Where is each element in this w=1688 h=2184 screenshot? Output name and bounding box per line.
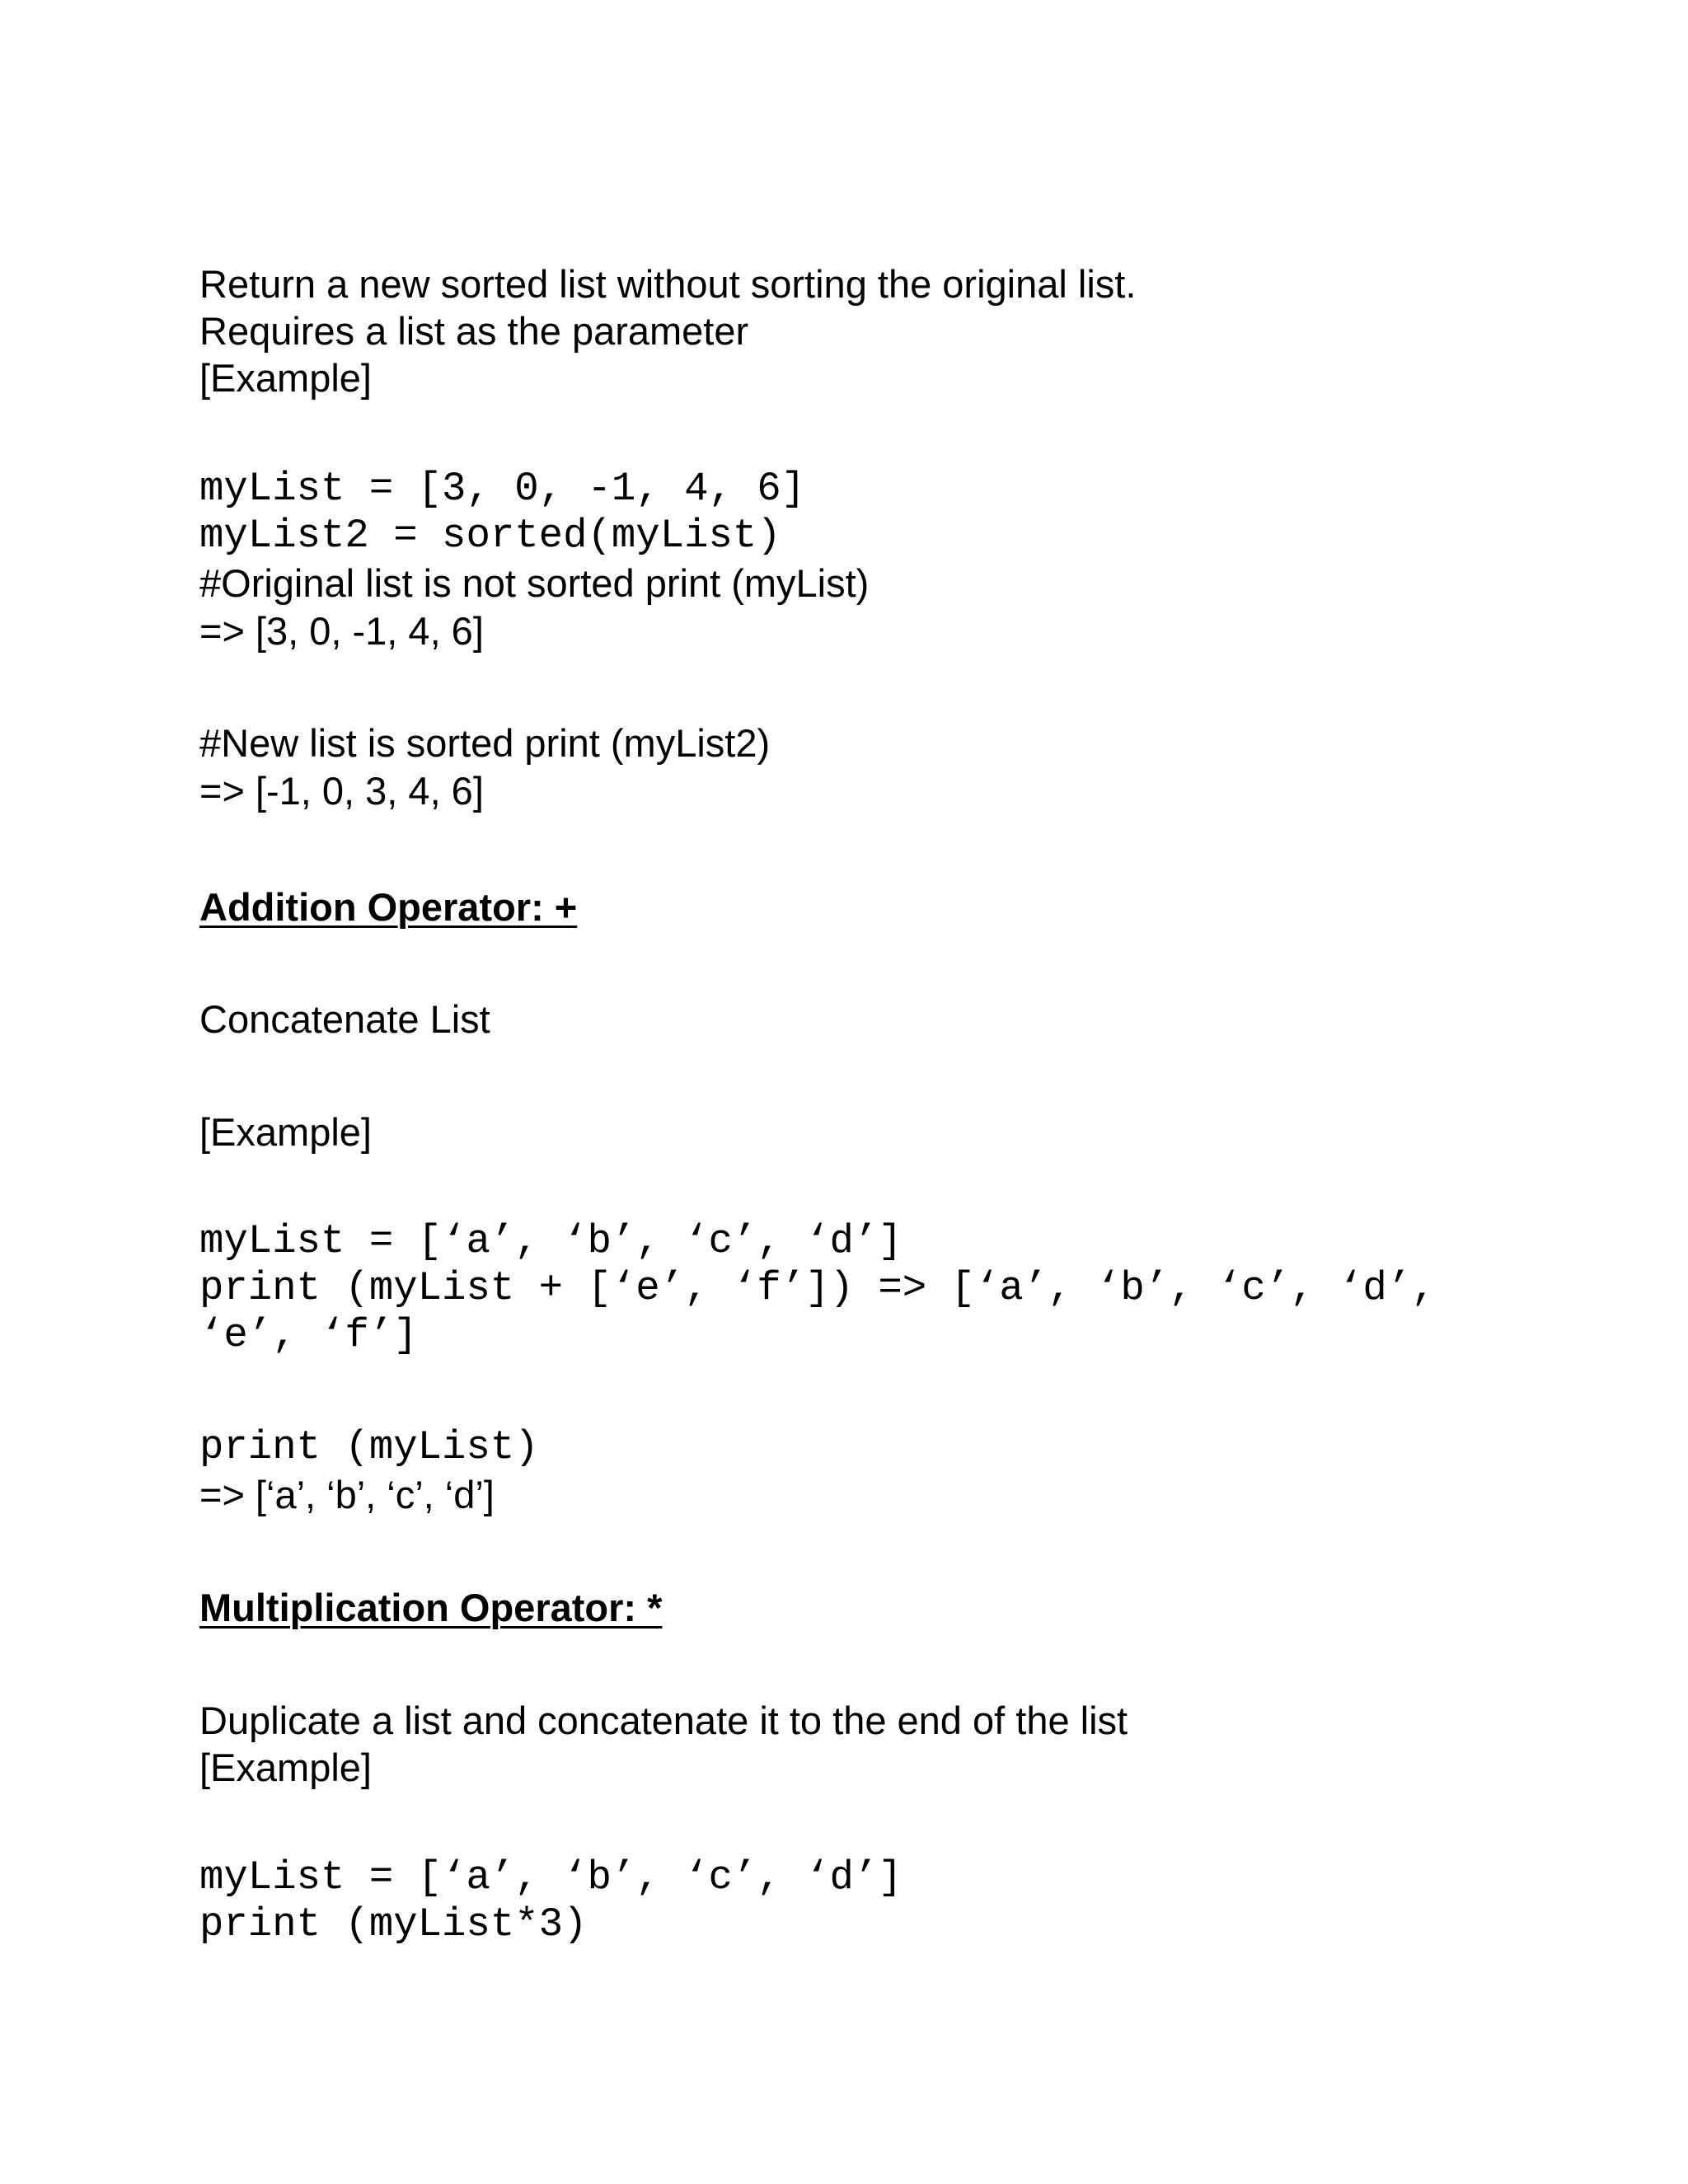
multiplication-code-line1: myList = [‘a’, ‘b’, ‘c’, ‘d’] bbox=[199, 1854, 903, 1900]
multiplication-heading: Multiplication Operator: * bbox=[199, 1586, 663, 1629]
sorted-result-original: => [3, 0, -1, 4, 6] bbox=[199, 609, 484, 653]
multiplication-code-line2: print (myList*3) bbox=[199, 1901, 588, 1947]
sorted-example-label: [Example] bbox=[199, 356, 372, 400]
addition-description: Concatenate List bbox=[199, 997, 490, 1041]
addition-code-line2: print (myList + [‘e’, ‘f’]) => [‘a’, ‘b’, ‘c’, ‘d’, bbox=[199, 1265, 1436, 1311]
multiplication-description: Duplicate a list and concatenate it to the end of the list bbox=[199, 1699, 1128, 1742]
sorted-comment-original: #Original list is not sorted print (myList) bbox=[199, 561, 870, 605]
sorted-code-line2: myList2 = sorted(myList) bbox=[199, 513, 781, 559]
sorted-description-line1: Return a new sorted list without sorting the original list. bbox=[199, 262, 1137, 306]
multiplication-example-label: [Example] bbox=[199, 1746, 372, 1789]
sorted-description-line2: Requires a list as the parameter bbox=[199, 309, 749, 353]
addition-result: => [‘a’, ‘b’, ‘c’, ‘d’] bbox=[199, 1473, 495, 1516]
addition-heading: Addition Operator: + bbox=[199, 885, 578, 929]
addition-example-label: [Example] bbox=[199, 1110, 372, 1154]
sorted-code-line1: myList = [3, 0, -1, 4, 6] bbox=[199, 466, 806, 512]
addition-code-line4: print (myList) bbox=[199, 1424, 539, 1470]
sorted-result-new: => [-1, 0, 3, 4, 6] bbox=[199, 769, 484, 813]
addition-code-line1: myList = [‘a’, ‘b’, ‘c’, ‘d’] bbox=[199, 1218, 903, 1264]
sorted-comment-new: #New list is sorted print (myList2) bbox=[199, 721, 771, 765]
addition-code-line3: ‘e’, ‘f’] bbox=[199, 1312, 418, 1358]
